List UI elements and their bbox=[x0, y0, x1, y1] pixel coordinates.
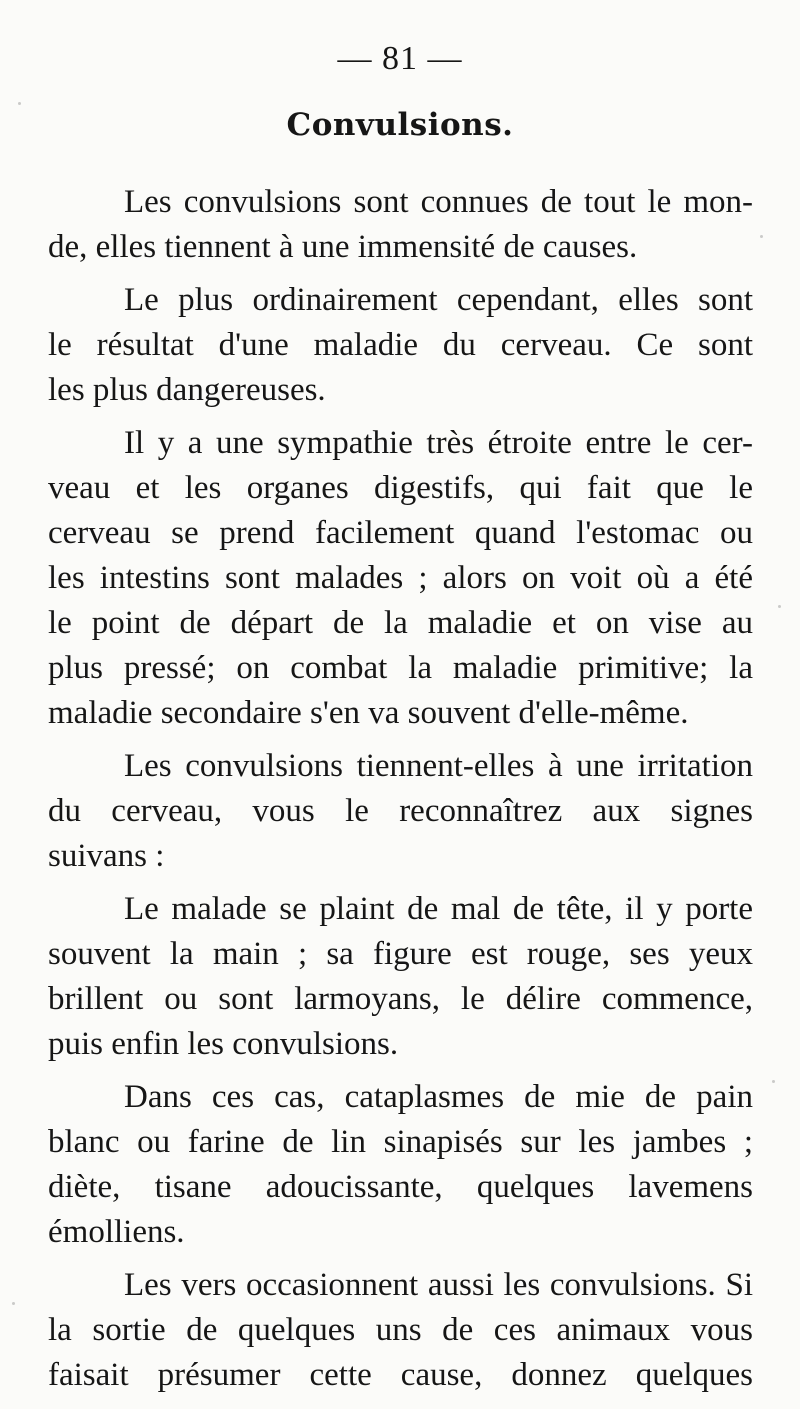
paragraph bbox=[48, 421, 753, 736]
text-line: du cerveau, vous le reconnaîtrez aux signes bbox=[48, 793, 753, 829]
page-number: — 81 — bbox=[337, 40, 463, 77]
text-line: les intestins sont malades ; alors on voit où a été bbox=[48, 560, 753, 596]
paper-speck bbox=[772, 1080, 775, 1083]
text-line: maladie secondaire s'en va souvent d'elle-même. bbox=[48, 695, 689, 731]
text-line: suivans : bbox=[48, 838, 165, 874]
paragraph bbox=[48, 1263, 753, 1398]
body-text bbox=[48, 180, 753, 1406]
text-line: Le plus ordinairement cependant, elles sont bbox=[124, 282, 753, 318]
text-line: veau et les organes digestifs, qui fait que le bbox=[48, 470, 753, 506]
text-line: puis enfin les convulsions. bbox=[48, 1026, 399, 1062]
text-line: brillent ou sont larmoyans, le délire commence, bbox=[48, 981, 753, 1017]
text-line: le point de départ de la maladie et on vise au bbox=[48, 605, 753, 641]
text-line: faisait présumer cette cause, donnez quelques bbox=[48, 1357, 753, 1393]
text-line: Les vers occasionnent aussi les convulsions. Si bbox=[124, 1267, 753, 1303]
text-line: cerveau se prend facilement quand l'estomac ou bbox=[48, 515, 753, 551]
text-line: la sortie de quelques uns de ces animaux vous bbox=[48, 1312, 753, 1348]
paper-speck bbox=[760, 235, 763, 238]
text-line: Le malade se plaint de mal de tête, il y porte bbox=[124, 891, 753, 927]
text-line: diète, tisane adoucissante, quelques lavemens bbox=[48, 1169, 753, 1205]
text-line: plus pressé; on combat la maladie primitive; la bbox=[48, 650, 753, 686]
section-title: Convulsions. bbox=[286, 107, 514, 143]
text-line: de, elles tiennent à une immensité de causes. bbox=[48, 229, 638, 265]
text-line: Dans ces cas, cataplasmes de mie de pain bbox=[124, 1079, 753, 1115]
paragraph bbox=[48, 744, 753, 879]
text-line: Les convulsions tiennent-elles à une irritation bbox=[124, 748, 753, 784]
text-line: émolliens. bbox=[48, 1214, 185, 1250]
text-line: blanc ou farine de lin sinapisés sur les jambes ; bbox=[48, 1124, 753, 1160]
text-line: souvent la main ; sa figure est rouge, ses yeux bbox=[48, 936, 753, 972]
paragraph bbox=[48, 1075, 753, 1255]
paragraph bbox=[48, 887, 753, 1067]
text-line: Il y a une sympathie très étroite entre le cer- bbox=[124, 425, 753, 461]
paragraph bbox=[48, 180, 753, 270]
paragraph bbox=[48, 278, 753, 413]
text-line: Les convulsions sont connues de tout le mon- bbox=[124, 184, 753, 220]
paper-speck bbox=[12, 1302, 15, 1305]
paper-speck bbox=[18, 102, 21, 105]
text-line: le résultat d'une maladie du cerveau. Ce sont bbox=[48, 327, 753, 363]
text-line: les plus dangereuses. bbox=[48, 372, 326, 408]
paper-speck bbox=[778, 605, 781, 608]
